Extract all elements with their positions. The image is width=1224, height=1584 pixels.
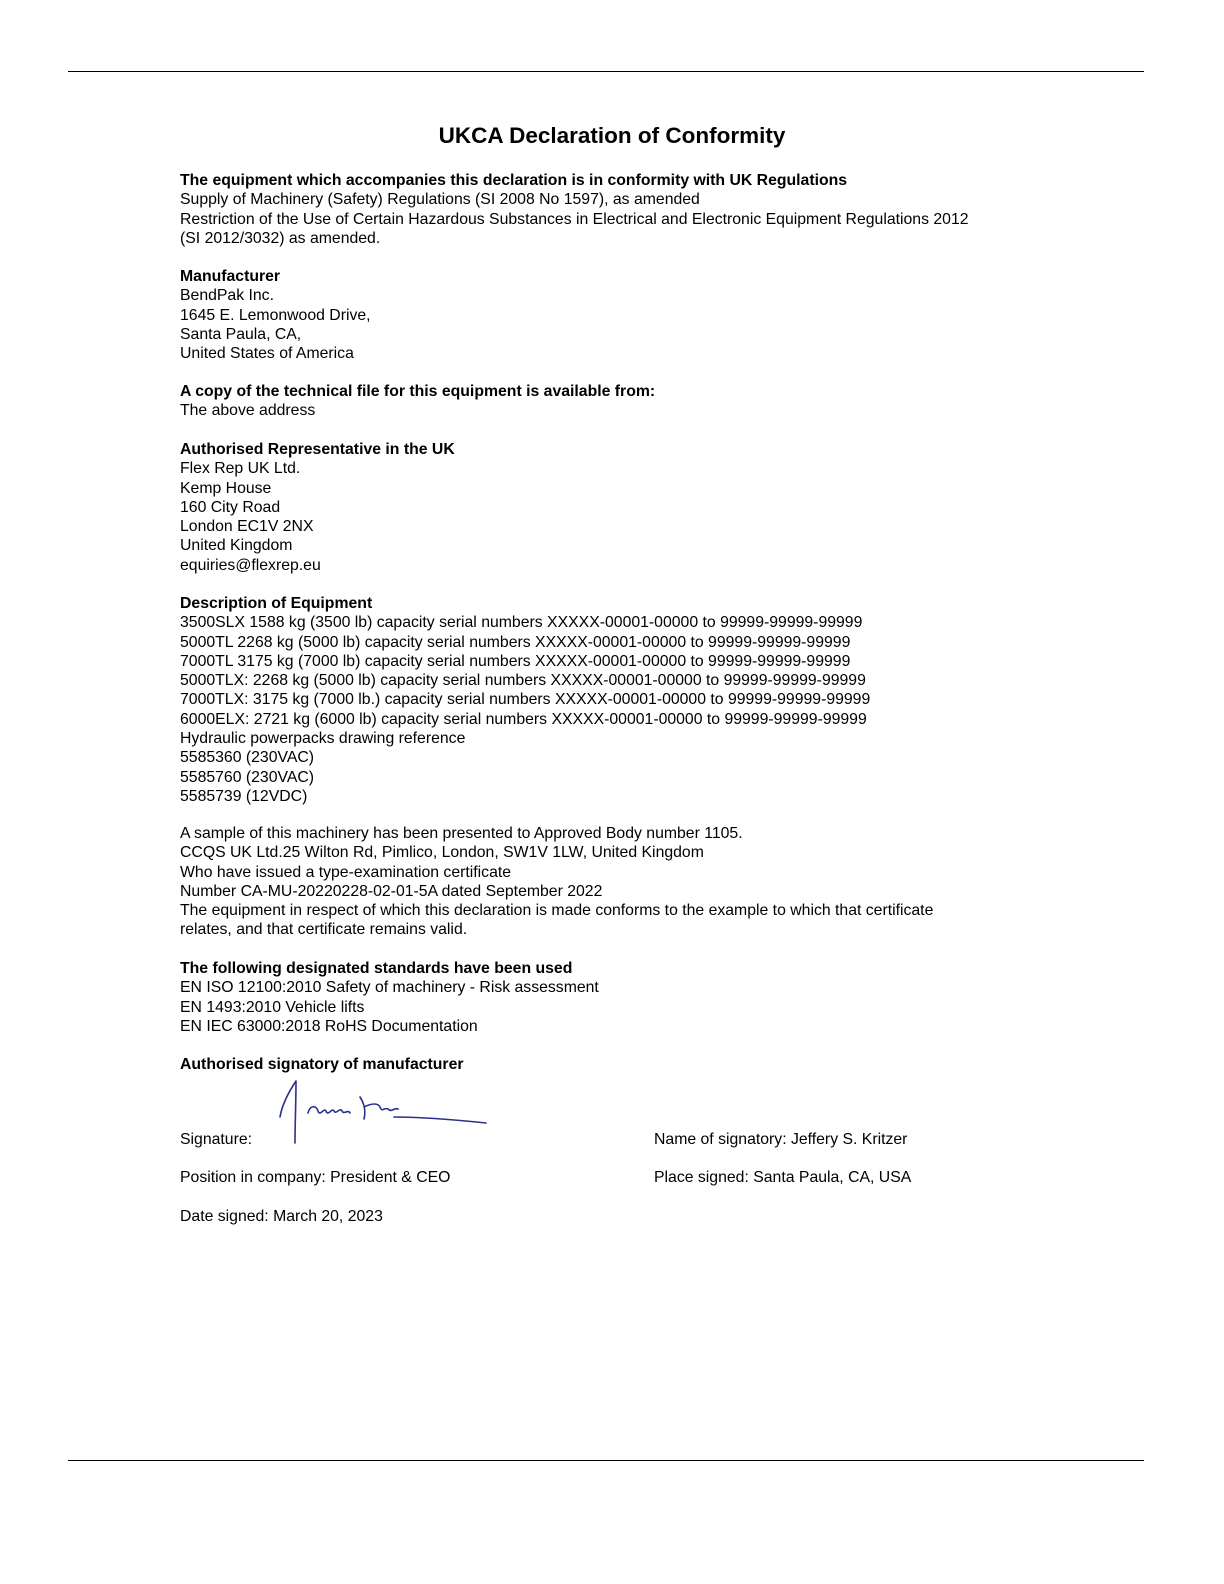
technical-file-section [180,382,1060,421]
approval-line: Who have issued a type-examination certificate [180,863,512,881]
equipment-line: 7000TLX: 3175 kg (7000 lb.) capacity serial numbers XXXXX-00001-00000 to 99999-99999-99999 [180,691,871,709]
signature-stroke [394,1117,486,1123]
approval-section [180,824,1060,940]
standard-line: EN ISO 12100:2010 Safety of machinery - Risk assessment [180,979,599,997]
representative-line: 160 City Road [180,498,281,516]
manufacturer-line: United States of America [180,345,354,363]
representative-heading: Authorised Representative in the UK [180,441,455,458]
manufacturer-heading: Manufacturer [180,268,281,285]
signatory-name: Name of signatory: Jeffery S. Kritzer [654,1131,908,1148]
conformity-line: Supply of Machinery (Safety) Regulations (SI 2008 No 1597), as amended [180,191,700,209]
equipment-line: 5585360 (230VAC) [180,749,315,767]
standards-section [180,959,1060,1036]
approval-line: The equipment in respect of which this declaration is made conforms to the example to which that certificate [180,902,934,920]
signature-stroke [280,1081,296,1143]
equipment-line: 5585760 (230VAC) [180,768,315,786]
manufacturer-line: BendPak Inc. [180,287,274,305]
signatory-heading-block [180,1055,1060,1074]
standards-heading: The following designated standards have been used [180,960,573,977]
standard-line: EN IEC 63000:2018 RoHS Documentation [180,1017,478,1035]
top-rule [68,71,1144,72]
representative-line: Flex Rep UK Ltd. [180,460,301,478]
approval-line: relates, and that certificate remains valid. [180,921,468,939]
approval-line: A sample of this machinery has been presented to Approved Body number 1105. [180,825,743,842]
representative-line: London EC1V 2NX [180,518,314,536]
approval-line: Number CA-MU-20220228-02-01-5A dated September 2022 [180,882,603,900]
signatory-heading: Authorised signatory of manufacturer [180,1056,464,1073]
manufacturer-section [180,267,1060,363]
document-title: UKCA Declaration of Conformity [438,123,786,148]
signature-stroke [360,1097,398,1119]
manufacturer-line: 1645 E. Lemonwood Drive, [180,306,371,324]
equipment-line: 5000TL 2268 kg (5000 lb) capacity serial numbers XXXXX-00001-00000 to 99999-99999-99999 [180,633,851,651]
signatory-date: Date signed: March 20, 2023 [180,1208,383,1225]
conformity-heading: The equipment which accompanies this declaration is in conformity with UK Regulations [180,172,848,189]
signatory-position: Position in company: President & CEO [180,1169,451,1186]
conformity-section [180,171,1060,248]
representative-line: United Kingdom [180,537,293,555]
representative-email: equiries@flexrep.eu [180,556,321,574]
approval-line: CCQS UK Ltd.25 Wilton Rd, Pimlico, London, SW1V 1LW, United Kingdom [180,844,704,862]
signature-stroke [308,1107,350,1113]
equipment-heading: Description of Equipment [180,595,373,612]
equipment-line: 6000ELX: 2721 kg (6000 lb) capacity serial numbers XXXXX-00001-00000 to 99999-99999-99999 [180,710,867,728]
equipment-line: Hydraulic powerpacks drawing reference [180,730,466,748]
standard-line: EN 1493:2010 Vehicle lifts [180,998,365,1016]
equipment-section [180,594,1060,806]
signature-label: Signature: [180,1131,253,1148]
technical-file-heading: A copy of the technical file for this equipment is available from: [180,383,656,400]
conformity-line: Restriction of the Use of Certain Hazardous Substances in Electrical and Electronic Equipment Regulations 2012 [180,210,969,228]
equipment-line: 5585739 (12VDC) [180,787,308,805]
equipment-line: 3500SLX 1588 kg (3500 lb) capacity serial numbers XXXXX-00001-00000 to 99999-99999-99999 [180,614,863,632]
signatory-place: Place signed: Santa Paula, CA, USA [654,1169,912,1186]
equipment-line: 7000TL 3175 kg (7000 lb) capacity serial numbers XXXXX-00001-00000 to 99999-99999-99999 [180,652,851,670]
representative-line: Kemp House [180,479,272,497]
representative-section [180,440,1060,575]
bottom-rule [68,1460,1144,1461]
manufacturer-line: Santa Paula, CA, [180,325,302,343]
technical-file-line: The above address [180,402,316,420]
conformity-line: (SI 2012/3032) as amended. [180,229,381,247]
equipment-line: 5000TLX: 2268 kg (5000 lb) capacity serial numbers XXXXX-00001-00000 to 99999-99999-99999 [180,672,866,690]
handwritten-signature [268,1073,494,1147]
